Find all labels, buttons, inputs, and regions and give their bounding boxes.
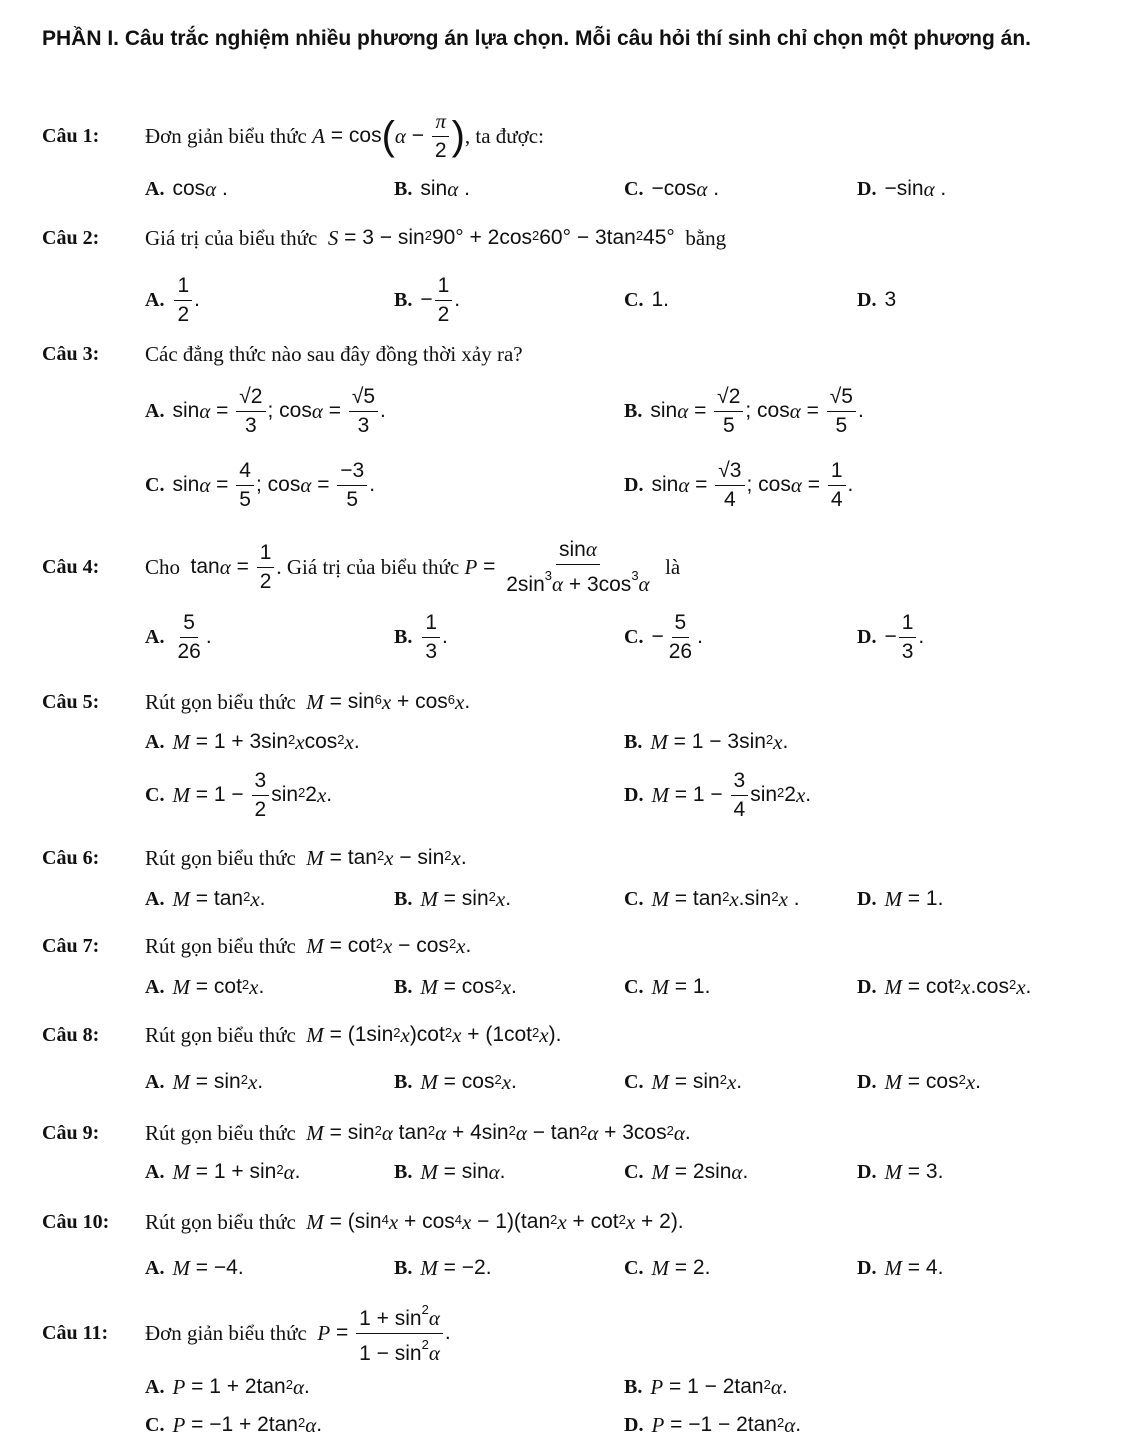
option-expression: 3 [884, 288, 897, 311]
options [42, 166, 1102, 212]
question-stem [42, 106, 1102, 166]
question-8 [42, 1012, 1102, 1106]
option-d[interactable] [857, 264, 896, 336]
option-expression: P = 1 + 2tan $^2$ α . [172, 1374, 310, 1399]
option-label: A. [145, 1256, 165, 1279]
option-expression: 1. [651, 288, 669, 311]
question-stem [42, 1012, 1102, 1058]
option-b[interactable] [394, 1154, 506, 1190]
option-expression: sin α = $\frac{√2}{3}$ ; cos α = $\frac{√5}{3}$ . [172, 384, 386, 437]
question-number: Câu 7: [42, 934, 100, 957]
stem-text: Giá trị của biểu thức [145, 225, 318, 250]
option-label: D. [857, 177, 877, 200]
option-a[interactable] [145, 878, 266, 920]
option-c[interactable] [624, 264, 669, 336]
question-10 [42, 1198, 1102, 1290]
option-label: C. [624, 1256, 644, 1279]
option-expression: M = tan $^2$ x .sin $^2$ x . [651, 886, 800, 911]
option-c[interactable] [624, 1058, 742, 1106]
option-b[interactable] [394, 1246, 492, 1290]
option-b[interactable] [624, 722, 788, 762]
question-number: Câu 4: [42, 555, 100, 578]
stem-text: Rút gọn biểu thức [145, 689, 296, 714]
option-b[interactable] [394, 878, 511, 920]
question-3 [42, 330, 1102, 526]
option-label: D. [857, 975, 877, 998]
option-expression: M = sin $^2$ x . [420, 886, 512, 911]
option-expression: M = 1 − $\frac{3}{4}$ sin $^2$ 2 x . [651, 768, 812, 821]
option-c[interactable] [145, 1406, 322, 1444]
option-label: B. [394, 177, 413, 200]
question-stem [42, 682, 1102, 722]
option-d[interactable] [857, 166, 946, 212]
option-a[interactable] [145, 1154, 300, 1190]
option-b[interactable] [394, 1058, 517, 1106]
stem-expression-2: P = $\frac{\sin\alpha}{2\sin^3\alpha + 3\cos^3\alpha}$ [464, 537, 650, 596]
option-expression: M = 2. [651, 1255, 711, 1280]
stem-expression: S = 3 − sin $^2$ 90° + 2cos $^2$ 60° − 3tan $^2$ 45° [327, 225, 675, 250]
option-d[interactable] [857, 966, 1031, 1008]
option-b[interactable] [624, 1368, 788, 1406]
option-expression: −cos α . [651, 176, 720, 201]
option-label: B. [394, 975, 413, 998]
options [42, 602, 1102, 672]
stem-expression: A = cos ( α − $\frac{\pi}{2}$ ) [312, 109, 465, 162]
stem-expression: M = sin $^6$ x + cos $^6$ x . [306, 689, 471, 714]
option-label: C. [145, 1413, 165, 1436]
question-stem [42, 1112, 1102, 1154]
option-c[interactable] [624, 166, 719, 212]
question-stem [42, 330, 1102, 378]
option-label: D. [624, 1413, 644, 1436]
option-expression: M = tan $^2$ x . [172, 886, 266, 911]
option-label: C. [624, 975, 644, 998]
option-a[interactable] [145, 1246, 244, 1290]
option-a[interactable] [145, 378, 386, 444]
option-b[interactable] [624, 378, 864, 444]
option-label: B. [624, 399, 643, 422]
option-d[interactable] [857, 878, 943, 920]
stem-expression: M = sin $^2$ α tan $^2$ α + 4sin $^2$ α − tan $^2$ α + 3cos $^2$ α . [306, 1120, 691, 1145]
options [42, 722, 1102, 828]
option-c[interactable] [624, 1154, 748, 1190]
options [42, 1246, 1102, 1290]
option-d[interactable] [857, 1154, 943, 1190]
option-expression: M = 1 + 3sin $^2$ x cos $^2$ x . [172, 729, 360, 754]
question-2 [42, 212, 1102, 336]
question-number: Câu 6: [42, 846, 100, 869]
option-label: B. [394, 1070, 413, 1093]
option-expression: P = −1 + 2tan $^2$ α . [172, 1412, 323, 1437]
option-label: A. [145, 1160, 165, 1183]
option-label: C. [624, 1070, 644, 1093]
question-number: Câu 1: [42, 124, 100, 147]
option-c[interactable] [145, 444, 375, 526]
option-expression: sin α = $\frac{√3}{4}$ ; cos α = $\frac{1}{4}$ . [651, 458, 854, 511]
question-stem [42, 1298, 1102, 1368]
option-expression: M = 1. [651, 974, 711, 999]
options [42, 378, 1102, 526]
option-label: D. [857, 625, 877, 648]
stem-text: Rút gọn biểu thức [145, 1209, 296, 1234]
option-d[interactable] [857, 602, 924, 672]
option-expression: sin α = $\frac{√2}{5}$ ; cos α = $\frac{√5}{5}$ . [650, 384, 864, 437]
option-label: C. [624, 1160, 644, 1183]
option-label: B. [394, 288, 413, 311]
option-expression: M = sin $^2$ x . [651, 1069, 743, 1094]
option-label: C. [145, 783, 165, 806]
question-number: Câu 5: [42, 690, 100, 713]
option-d[interactable] [624, 1406, 801, 1444]
option-expression: M = 1. [884, 886, 944, 911]
stem-tail: bằng [685, 225, 727, 250]
option-d[interactable] [857, 1058, 981, 1106]
question-9 [42, 1112, 1102, 1190]
option-a[interactable] [145, 1058, 263, 1106]
option-label: B. [394, 1256, 413, 1279]
question-stem [42, 1198, 1102, 1246]
option-label: A. [145, 1070, 165, 1093]
stem-expression: M = tan $^2$ x − sin $^2$ x . [306, 845, 467, 870]
option-label: C. [624, 887, 644, 910]
option-label: D. [857, 1256, 877, 1279]
option-label: B. [394, 887, 413, 910]
option-a[interactable] [145, 602, 212, 672]
stem-text: Rút gọn biểu thức [145, 1120, 296, 1145]
stem-tail: , ta được: [464, 123, 544, 148]
option-label: C. [624, 177, 644, 200]
option-expression: M = 1 − $\frac{3}{2}$ sin $^2$ 2 x . [172, 768, 333, 821]
option-b[interactable] [394, 966, 517, 1008]
option-c[interactable] [624, 966, 710, 1008]
stem-expression: tan α = $\frac{1}{2}$ [191, 540, 277, 595]
option-expression: $\frac{1}{3}$ . [420, 610, 448, 665]
options [42, 264, 1102, 336]
stem-text: Đơn giản biểu thức [145, 1320, 307, 1345]
option-expression: M = 1 − 3sin $^2$ x . [650, 729, 789, 754]
option-expression: M = cos $^2$ x . [420, 1069, 517, 1094]
option-label: A. [145, 399, 165, 422]
options [42, 966, 1102, 1008]
option-label: A. [145, 730, 165, 753]
stem-text: Rút gọn biểu thức [145, 845, 296, 870]
option-label: C. [624, 625, 644, 648]
question-stem [42, 926, 1102, 966]
option-c[interactable] [624, 1246, 710, 1290]
options [42, 1368, 1102, 1444]
option-label: A. [145, 625, 165, 648]
option-expression: M = cos $^2$ x . [420, 974, 517, 999]
option-label: A. [145, 1375, 165, 1398]
option-label: D. [857, 1070, 877, 1093]
option-label: A. [145, 177, 165, 200]
option-expression: M = −2. [420, 1255, 492, 1280]
option-expression: $\frac{1}{2}$ . [172, 273, 200, 328]
option-expression: M = sin $^2$ x . [172, 1069, 264, 1094]
question-number: Câu 11: [42, 1321, 109, 1344]
question-number: Câu 2: [42, 226, 100, 249]
option-expression: − $\frac{1}{2}$ . [420, 273, 461, 326]
option-expression: cos α . [172, 176, 228, 201]
stem-expression: M = (1sin $^2$ x )cot $^2$ x + (1cot $^2$ x ). [306, 1022, 562, 1047]
option-label: A. [145, 887, 165, 910]
option-expression: M = cos $^2$ x . [884, 1069, 981, 1094]
question-number: Câu 9: [42, 1121, 100, 1144]
stem-text: Rút gọn biểu thức [145, 1022, 296, 1047]
option-a[interactable] [145, 966, 264, 1008]
option-label: C. [145, 473, 165, 496]
question-stem [42, 838, 1102, 878]
options [42, 1058, 1102, 1106]
stem-expression: P = $\frac{1 + \sin^2\alpha}{1 - \sin^2\alpha}$ . [317, 1301, 451, 1365]
question-number: Câu 3: [42, 342, 100, 365]
question-5 [42, 682, 1102, 828]
option-expression: M = 2sin α . [651, 1159, 749, 1184]
option-label: A. [145, 975, 165, 998]
option-a[interactable] [145, 166, 228, 212]
option-label: B. [624, 1375, 643, 1398]
option-label: B. [394, 625, 413, 648]
option-expression: M = 4. [884, 1255, 944, 1280]
option-d[interactable] [857, 1246, 943, 1290]
option-expression: − $\frac{5}{26}$ . [651, 610, 703, 663]
option-expression: M = cot $^2$ x .cos $^2$ x . [884, 974, 1032, 999]
stem-text: Cho [145, 554, 181, 579]
option-a[interactable] [145, 722, 360, 762]
stem-expression: M = (sin $^4$ x + cos $^4$ x − 1)(tan $^2$ x + cot $^2$ x + 2). [306, 1209, 684, 1234]
option-label: B. [624, 730, 643, 753]
option-expression: P = 1 − 2tan $^2$ α . [650, 1374, 788, 1399]
stem-text: Đơn giản biểu thức [145, 123, 307, 148]
option-expression: sin α = $\frac{4}{5}$ ; cos α = $\frac{-3}{5}$ . [172, 458, 376, 511]
option-label: C. [624, 288, 644, 311]
question-4 [42, 532, 1102, 672]
question-6 [42, 838, 1102, 920]
section-header: PHẦN I. Câu trắc nghiệm nhiều phương án lựa chọn. Mỗi câu hỏi thí sinh chỉ chọn một phương án. [42, 27, 1031, 50]
option-label: D. [624, 783, 644, 806]
stem-tail: . Giá trị của biểu thức [276, 554, 460, 579]
option-expression: M = −4. [172, 1255, 244, 1280]
question-stem [42, 532, 1102, 602]
option-expression: M = 3. [884, 1159, 944, 1184]
stem-expression: M = cot $^2$ x − cos $^2$ x . [306, 933, 472, 958]
option-expression: M = 1 + sin $^2$ α . [172, 1159, 301, 1184]
option-expression: P = −1 − 2tan $^2$ α . [651, 1412, 802, 1437]
stem-text: Rút gọn biểu thức [145, 933, 296, 958]
question-7 [42, 926, 1102, 1008]
option-expression: −sin α . [884, 176, 947, 201]
option-label: A. [145, 288, 165, 311]
stem-tail-2: là [665, 554, 681, 579]
option-label: D. [857, 288, 877, 311]
option-d[interactable] [624, 444, 853, 526]
question-1 [42, 106, 1102, 212]
question-number: Câu 10: [42, 1210, 110, 1233]
question-11 [42, 1298, 1102, 1444]
options [42, 1154, 1102, 1190]
option-label: B. [394, 1160, 413, 1183]
question-number: Câu 8: [42, 1023, 100, 1046]
option-b[interactable] [394, 264, 460, 336]
option-c[interactable] [624, 878, 800, 920]
option-d[interactable] [624, 762, 811, 828]
option-c[interactable] [624, 602, 703, 672]
option-b[interactable] [394, 166, 470, 212]
stem-text: Các đẳng thức nào sau đây đồng thời xảy ra? [145, 341, 523, 366]
option-label: D. [857, 1160, 877, 1183]
option-expression: − $\frac{1}{3}$ . [884, 610, 925, 663]
option-label: D. [624, 473, 644, 496]
option-label: D. [857, 887, 877, 910]
option-a[interactable] [145, 264, 200, 336]
options [42, 878, 1102, 920]
option-a[interactable] [145, 1368, 310, 1406]
option-expression: M = cot $^2$ x . [172, 974, 265, 999]
option-expression: sin α . [420, 176, 470, 201]
option-b[interactable] [394, 602, 448, 672]
option-expression: $\frac{5}{26}$ . [177, 610, 212, 663]
option-c[interactable] [145, 762, 332, 828]
option-expression: M = sin α . [420, 1159, 506, 1184]
question-stem [42, 212, 1102, 264]
